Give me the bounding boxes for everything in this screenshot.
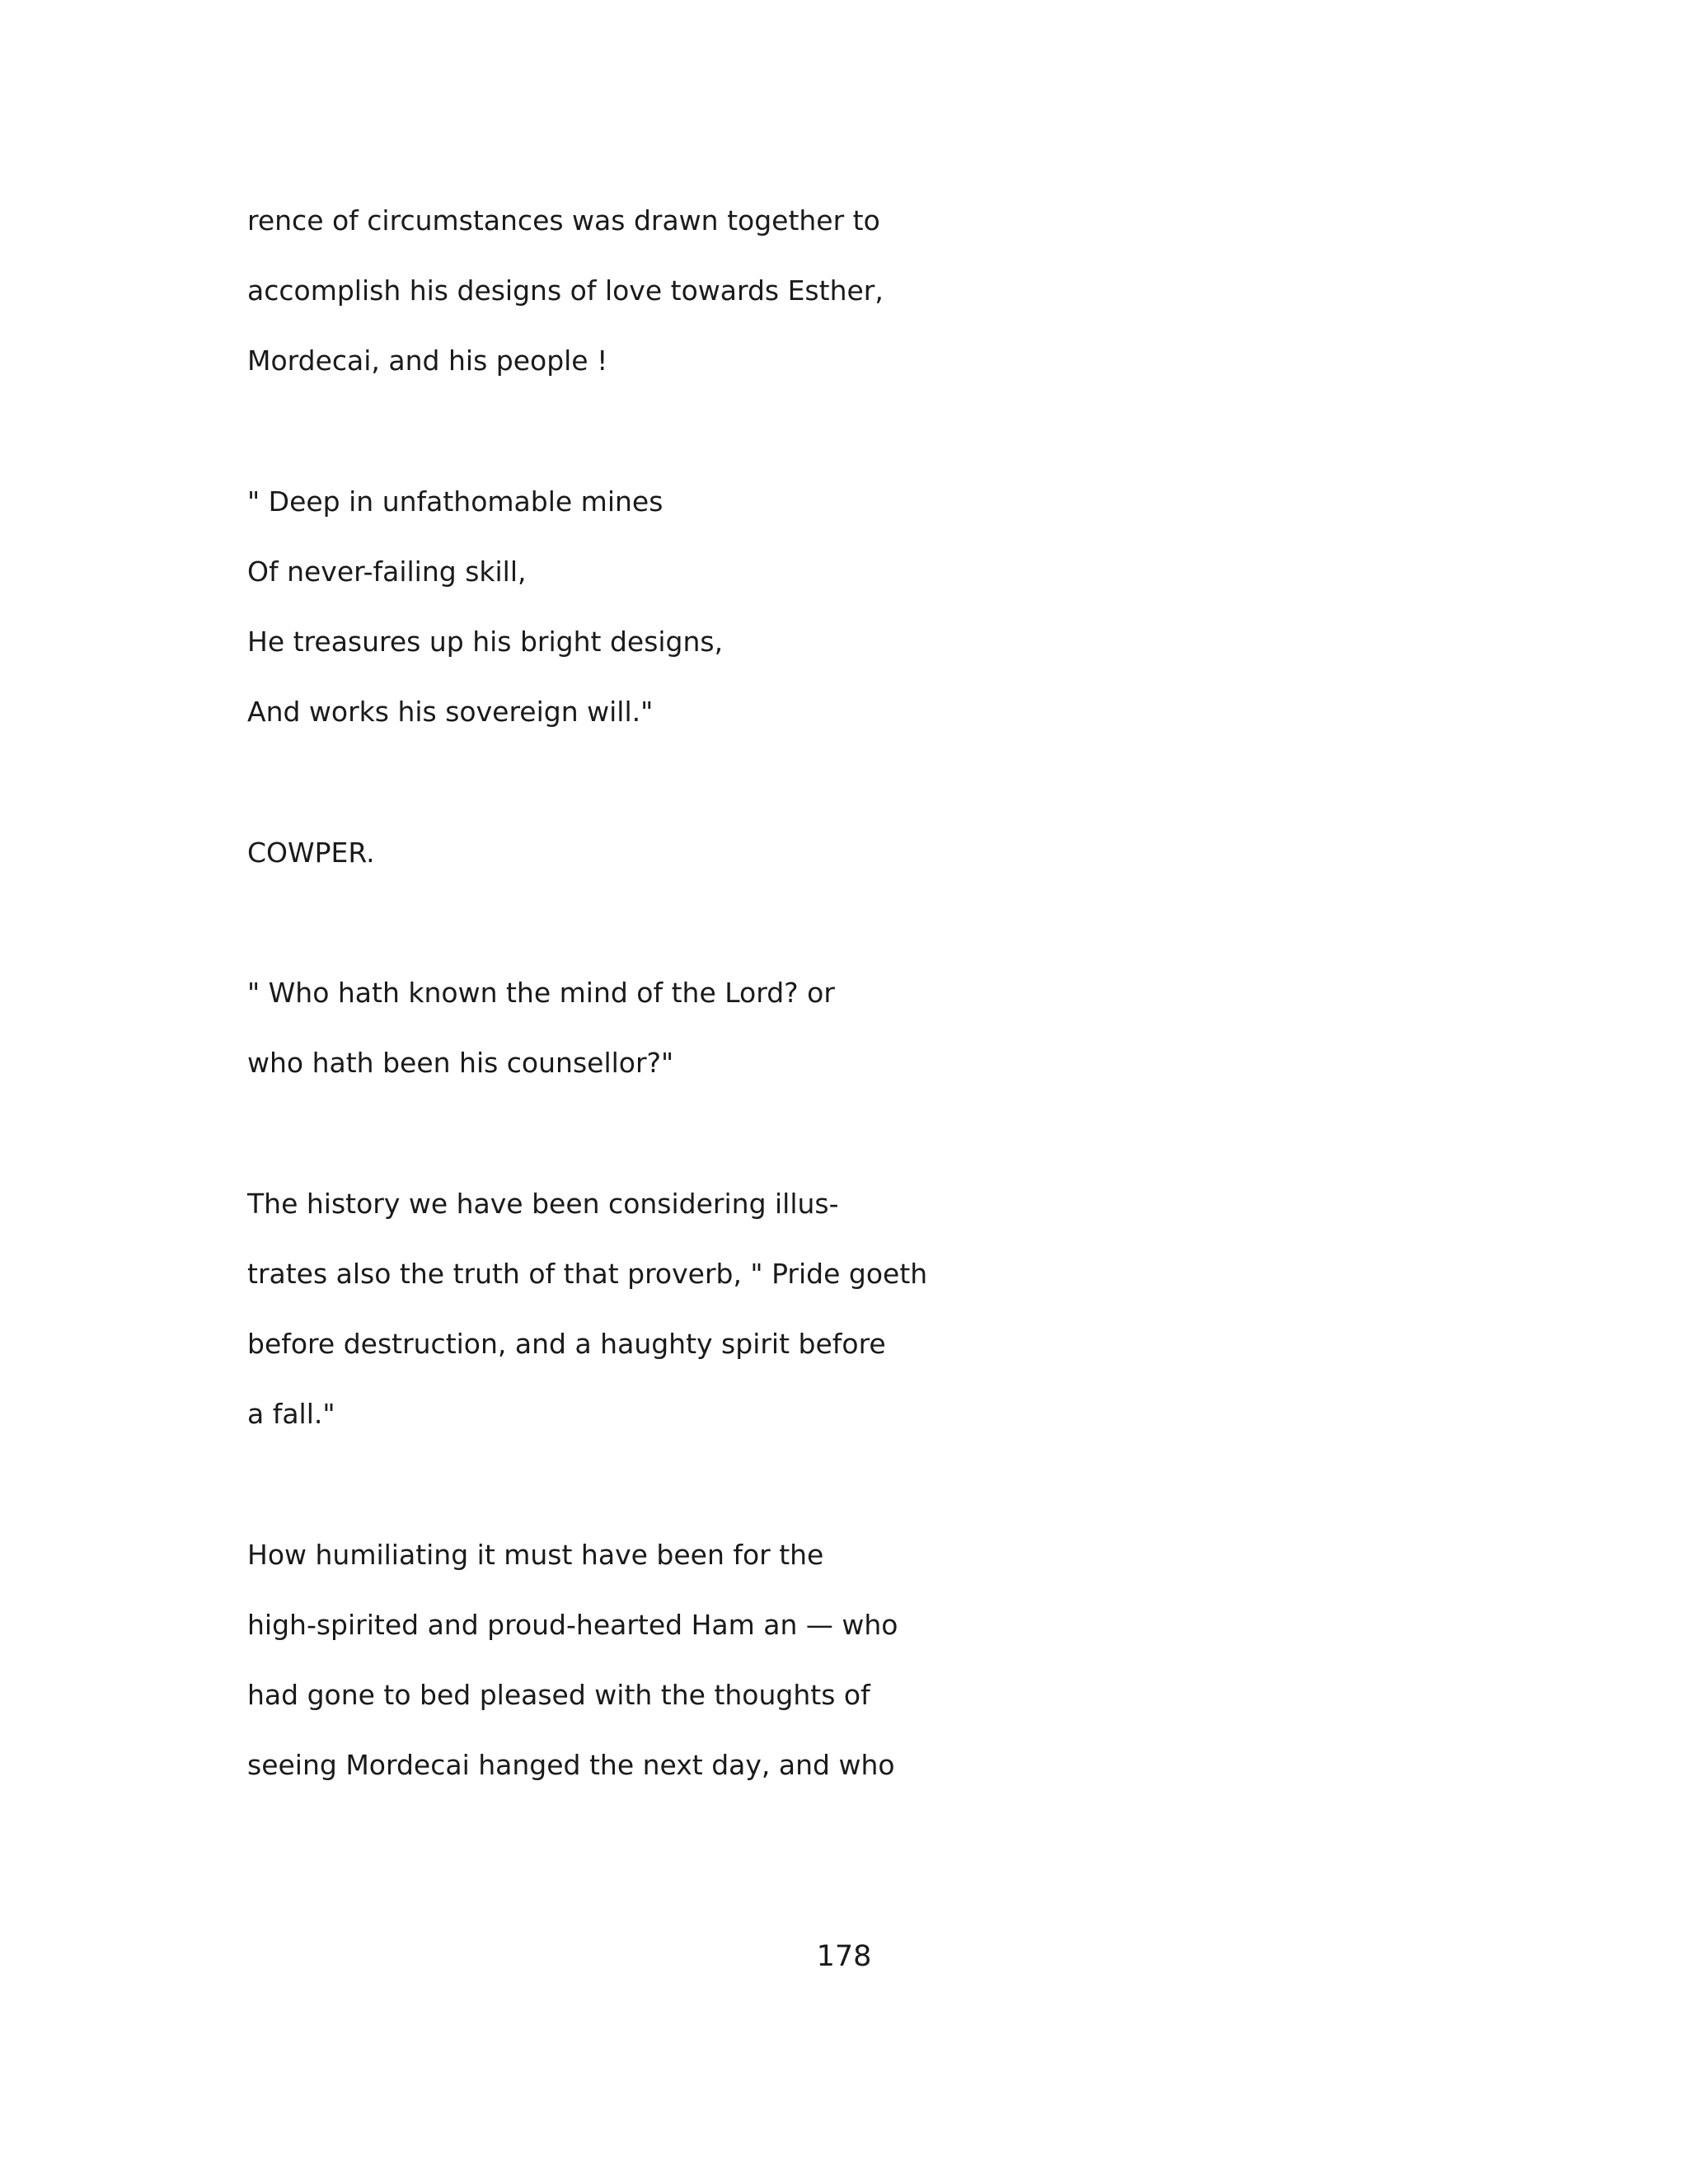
- text-column: [247, 185, 1401, 1800]
- paragraph-providence: [247, 185, 1401, 396]
- paragraph-proverb: [247, 1169, 1401, 1450]
- poem-line: He treasures up his bright designs,: [247, 626, 724, 658]
- page-number: 178: [816, 1940, 872, 1973]
- poem-line: Of never-failing skill,: [247, 555, 527, 588]
- paragraph-gap: [247, 1098, 1401, 1168]
- paragraph-gap: [247, 888, 1401, 958]
- text-line: trates also the truth of that proverb, " Pride goeth: [247, 1257, 928, 1290]
- scripture-quote: [247, 958, 1401, 1098]
- text-line: a fall.": [247, 1398, 335, 1431]
- text-line: accomplish his designs of love towards Esther,: [247, 274, 884, 307]
- paragraph-gap: [247, 748, 1401, 818]
- paragraph-gap: [247, 1449, 1401, 1519]
- text-line: high-spirited and proud-hearted Ham an — who: [247, 1608, 898, 1641]
- quote-line: " Who hath known the mind of the Lord? or: [247, 977, 835, 1010]
- attribution-line: COWPER.: [247, 836, 375, 869]
- text-line: Mordecai, and his people !: [247, 344, 608, 377]
- poem-line: And works his sovereign will.": [247, 696, 654, 729]
- paragraph-gap: [247, 396, 1401, 466]
- poem-line: " Deep in unfathomable mines: [247, 485, 663, 518]
- text-line: had gone to bed pleased with the thoughts of: [247, 1678, 870, 1711]
- text-line: before destruction, and a haughty spirit before: [247, 1328, 886, 1360]
- text-line: seeing Mordecai hanged the next day, and who: [247, 1749, 895, 1782]
- text-line: The history we have been considering illus-: [247, 1187, 839, 1220]
- text-line: rence of circumstances was drawn together to: [247, 204, 880, 237]
- text-line: How humiliating it must have been for the: [247, 1538, 824, 1571]
- quote-line: who hath been his counsellor?": [247, 1047, 674, 1080]
- poem-attribution: [247, 818, 1401, 888]
- poem-stanza: [247, 466, 1401, 748]
- paragraph-haman: [247, 1520, 1401, 1801]
